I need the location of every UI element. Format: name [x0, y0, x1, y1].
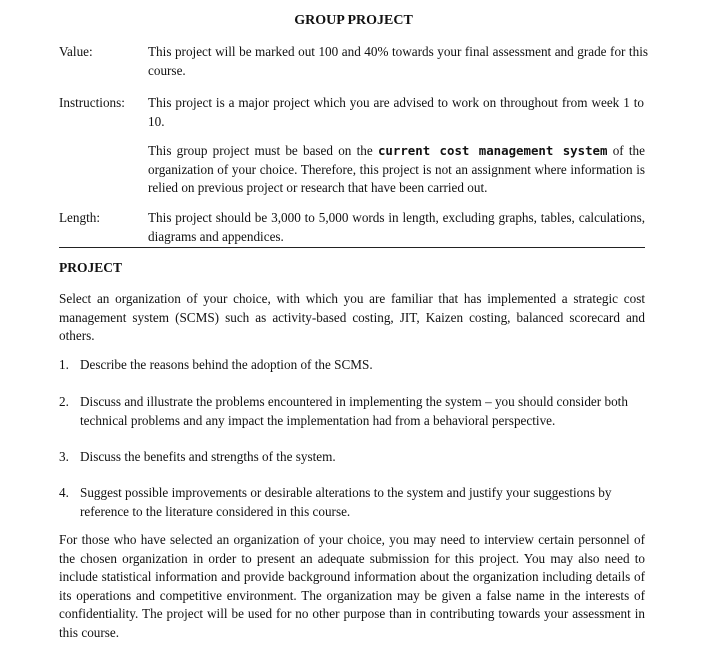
length-text: This project should be 3,000 to 5,000 words in length, excluding graphs, tables, calculations, diagrams and appendices. — [148, 210, 645, 244]
list-item-text: Describe the reasons behind the adoption of the SCMS. — [80, 357, 373, 372]
section-divider — [59, 247, 645, 248]
value-label: Value: — [59, 44, 93, 59]
instructions-text-2-after: of the organization of your choice. Therefore, this project is not an assignment where information is relied on previous project or research that have been carried out. — [148, 143, 646, 195]
list-item-text: Discuss and illustrate the problems encountered in implementing the system – you should consider both technical problems and any impact the implementation had from a behavioral perspective. — [80, 394, 628, 428]
length-label: Length: — [59, 210, 101, 225]
instructions-label: Instructions: — [59, 95, 125, 110]
instructions-text-2-bold: current cost management system — [377, 143, 608, 158]
instructions-text-1: This project is a major project which you are advised to work on throughout from week 1 to 10. — [148, 95, 644, 129]
value-text: This project will be marked out 100 and 40% towards your final assessment and grade for this course. — [148, 44, 648, 78]
instructions-text-2-before: This group project must be based on the — [148, 143, 378, 158]
project-heading: PROJECT — [59, 260, 123, 275]
list-item-number: 1. — [59, 357, 69, 372]
list-item-number: 3. — [59, 449, 69, 464]
list-item-text: Suggest possible improvements or desirable alterations to the system and justify your suggestions by reference to the literature considered in this course. — [80, 485, 612, 519]
project-closing: For those who have selected an organization of your choice, you may need to interview certain personnel of the chosen organization in order to present an adequate submission for this project. You may also need to include statistical information and provide background information about the organization including details of its operations and competitive environment. The organization may be given a false name in the interests of confidentiality. The project will be used for no other purpose than in contributing towards your assessment in this course. — [59, 532, 645, 640]
list-item-number: 4. — [59, 485, 69, 500]
project-intro: Select an organization of your choice, with which you are familiar that has implemented a strategic cost management system (SCMS) such as activity-based costing, JIT, Kaizen costing, balanced scorecard and others. — [59, 291, 645, 343]
instructions-text-2 — [148, 142, 645, 198]
list-item-text: Discuss the benefits and strengths of the system. — [80, 449, 336, 464]
document-title: GROUP PROJECT — [294, 13, 413, 28]
list-item-number: 2. — [59, 394, 69, 409]
